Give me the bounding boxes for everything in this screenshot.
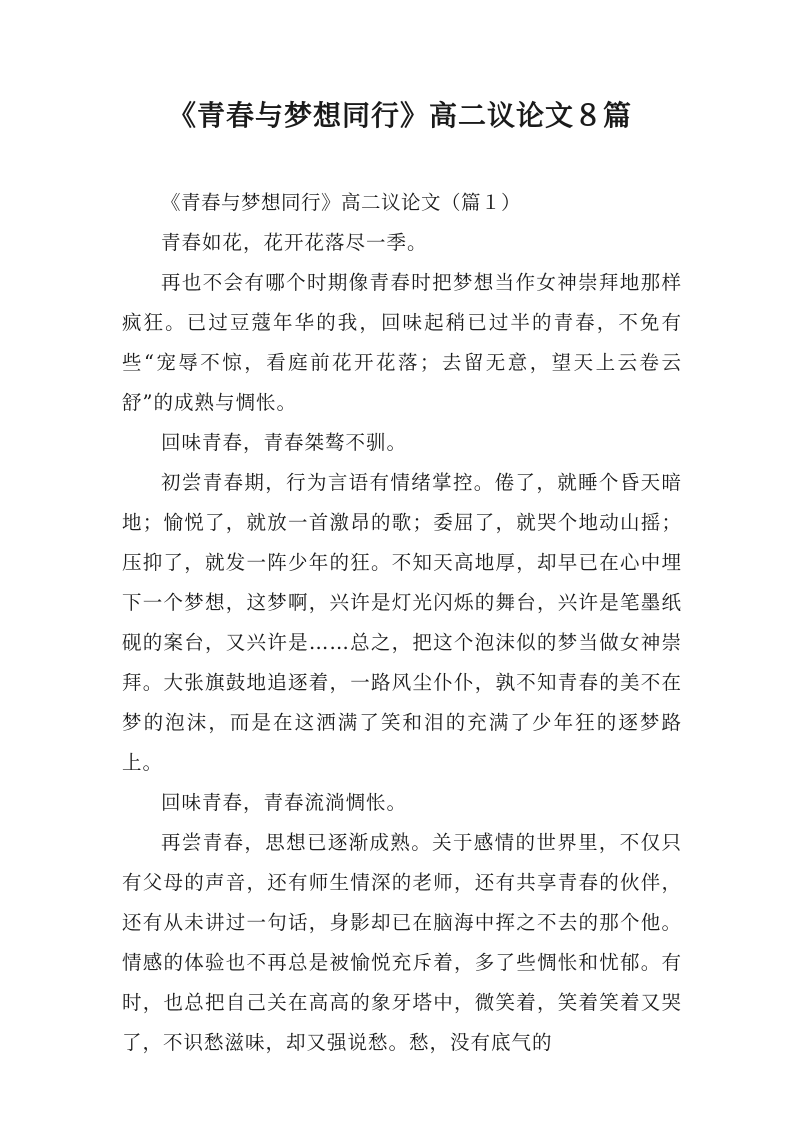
document-body (122, 183, 682, 1063)
paragraph: 再也不会有哪个时期像青春时把梦想当作女神崇拜地那样疯狂。已过豆蔻年华的我，回味起稍已过半的青春，不免有些“宠辱不惊，看庭前花开花落；去留无意，望天上云卷云舒”的成熟与惆怅。 (122, 271, 682, 414)
section-heading: 《青春与梦想同行》高二议论文（篇１） (161, 191, 522, 214)
document-title: 《青春与梦想同行》高二议论文８篇 (167, 99, 632, 132)
paragraph: 回味青春，青春流淌惆怅。 (161, 791, 408, 814)
paragraph: 再尝青春，思想已逐渐成熟。关于感情的世界里，不仅只有父母的声音，还有师生情深的老师，还有共享青春的伙伴，还有从未讲过一句话，身影却已在脑海中挥之不去的那个他。情感的体验也不再总是被愉悦充斥着，多了些惆怅和忧郁。有时，也总把自己关在高高的象牙塔中，微笑着，笑着笑着又哭了，不识愁滋味，却又强说愁。愁，没有底气的 (122, 831, 682, 1054)
paragraph: 初尝青春期，行为言语有情绪掌控。倦了，就睡个昏天暗地；愉悦了，就放一首激昂的歌；委屈了，就哭个地动山摇；压抑了，就发一阵少年的狂。不知天高地厚，却早已在心中埋下一个梦想，这梦啊，兴许是灯光闪烁的舞台，兴许是笔墨纸砚的案台，又兴许是……总之，把这个泡沫似的梦当做女神崇拜。大张旗鼓地追逐着，一路风尘仆仆，孰不知青春的美不在梦的泡沫，而是在这洒满了笑和泪的充满了少年狂的逐梦路上。 (122, 471, 682, 774)
paragraph: 回味青春，青春桀骜不驯。 (161, 431, 408, 454)
paragraph: 青春如花，花开花落尽一季。 (161, 231, 428, 254)
